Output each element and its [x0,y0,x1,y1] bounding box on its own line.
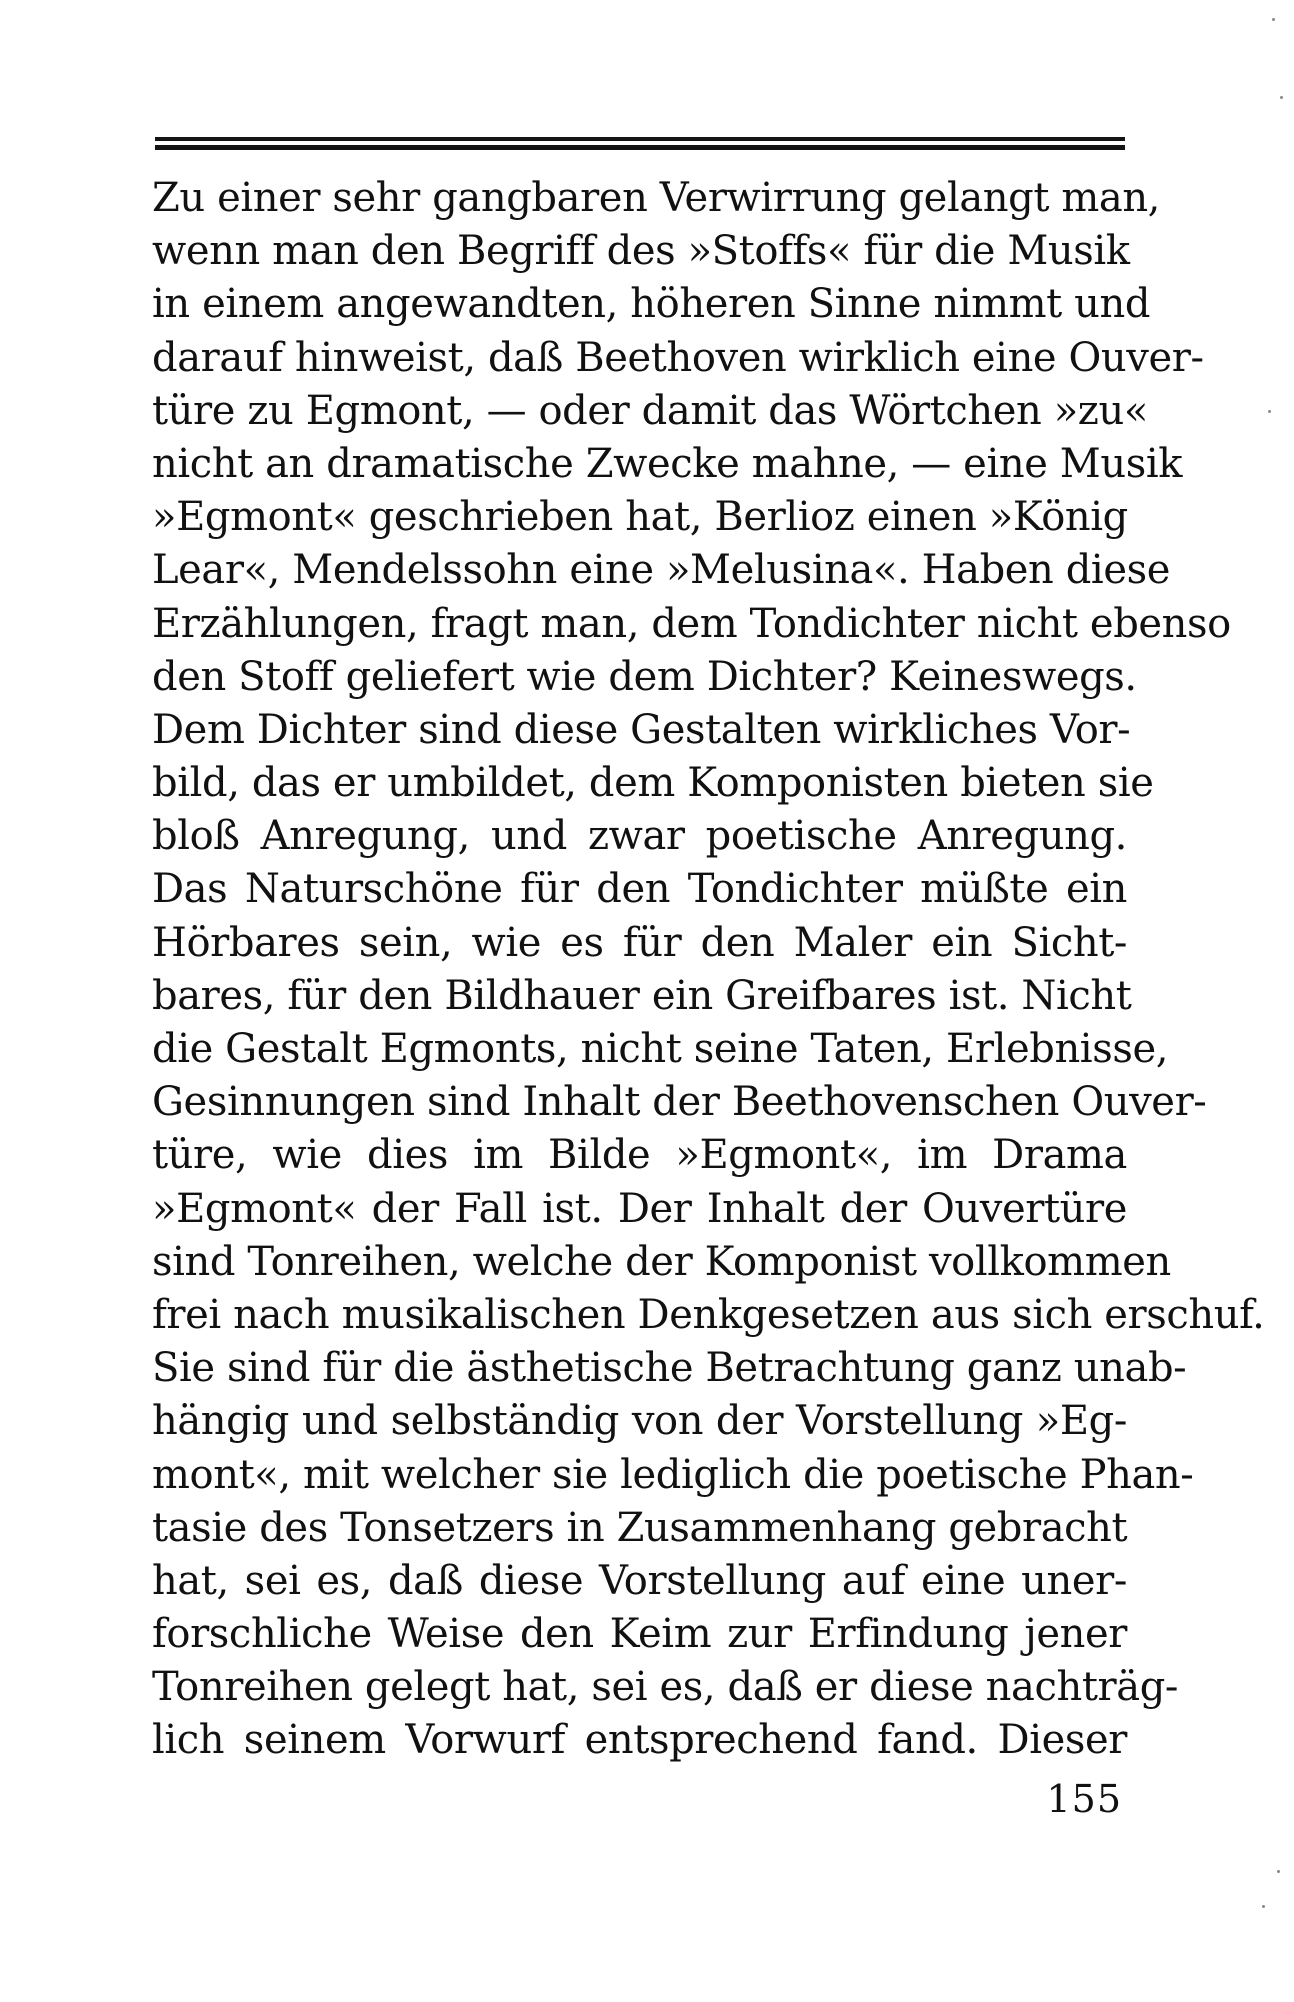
text-line: nicht an dramatische Zwecke mahne, — eine Musik [152,440,1183,487]
text-line: türe, wie dies im Bilde »Egmont«, im Drama [152,1132,1127,1179]
text-line: hängig und selbständig von der Vorstellung »Eg- [152,1398,1127,1445]
text-line: Lear«, Mendelssohn eine »Melusina«. Haben diese [152,547,1170,594]
scan-speck [1262,1905,1265,1908]
scan-speck [1268,410,1271,413]
text-line: lich seinem Vorwurf entsprechend fand. Dieser [152,1717,1127,1764]
text-line: »Egmont« der Fall ist. Der Inhalt der Ouvertüre [152,1185,1127,1232]
text-line: bild, das er umbildet, dem Komponisten bieten sie [152,760,1154,807]
text-line: sind Tonreihen, welche der Komponist vollkommen [152,1238,1171,1285]
text-line: Dem Dichter sind diese Gestalten wirkliches Vor- [152,706,1131,753]
page-number: 155 [1046,1777,1122,1821]
header-rule-lower [155,145,1125,150]
text-line: mont«, mit welcher sie lediglich die poetische Phan- [152,1451,1194,1498]
text-line: bares, für den Bildhauer ein Greifbares ist. Nicht [152,972,1132,1019]
text-line: wenn man den Begriff des »Stoffs« für die Musik [152,228,1130,275]
text-line: darauf hinweist, daß Beethoven wirklich eine Ouver- [152,334,1204,381]
text-line: frei nach musikalischen Denkgesetzen aus sich erschuf. [152,1291,1265,1338]
text-line: in einem angewandten, höheren Sinne nimmt und [152,281,1151,328]
text-line: »Egmont« geschrieben hat, Berlioz einen »König [152,494,1128,541]
text-line: den Stoff geliefert wie dem Dichter? Keineswegs. [152,653,1137,700]
text-line: Hörbares sein, wie es für den Maler ein Sicht- [152,919,1127,966]
text-line: türe zu Egmont, — oder damit das Wörtchen »zu« [152,387,1148,434]
text-line: forschliche Weise den Keim zur Erfindung jener [152,1611,1127,1658]
header-rule-upper [155,137,1125,141]
scan-speck [1280,96,1283,99]
scan-speck [1277,1870,1280,1873]
text-line: die Gestalt Egmonts, nicht seine Taten, Erlebnisse, [152,1026,1169,1072]
text-line: Erzählungen, fragt man, dem Tondichter nicht ebenso [152,600,1231,647]
text-line: Sie sind für die ästhetische Betrachtung ganz unab- [152,1345,1187,1392]
text-line: hat, sei es, daß diese Vorstellung auf eine uner- [152,1557,1127,1604]
text-line: Gesinnungen sind Inhalt der Beethovenschen Ouver- [152,1079,1207,1126]
text-line: Das Naturschöne für den Tondichter müßte ein [152,866,1127,913]
text-line: Tonreihen gelegt hat, sei es, daß er diese nachträg- [152,1664,1179,1711]
scan-speck [1272,18,1275,21]
text-line: bloß Anregung, und zwar poetische Anregung. [152,813,1127,860]
body-text [152,172,1265,1768]
text-line: Zu einer sehr gangbaren Verwirrung gelangt man, [152,175,1160,221]
text-line: tasie des Tonsetzers in Zusammenhang gebracht [152,1504,1128,1551]
